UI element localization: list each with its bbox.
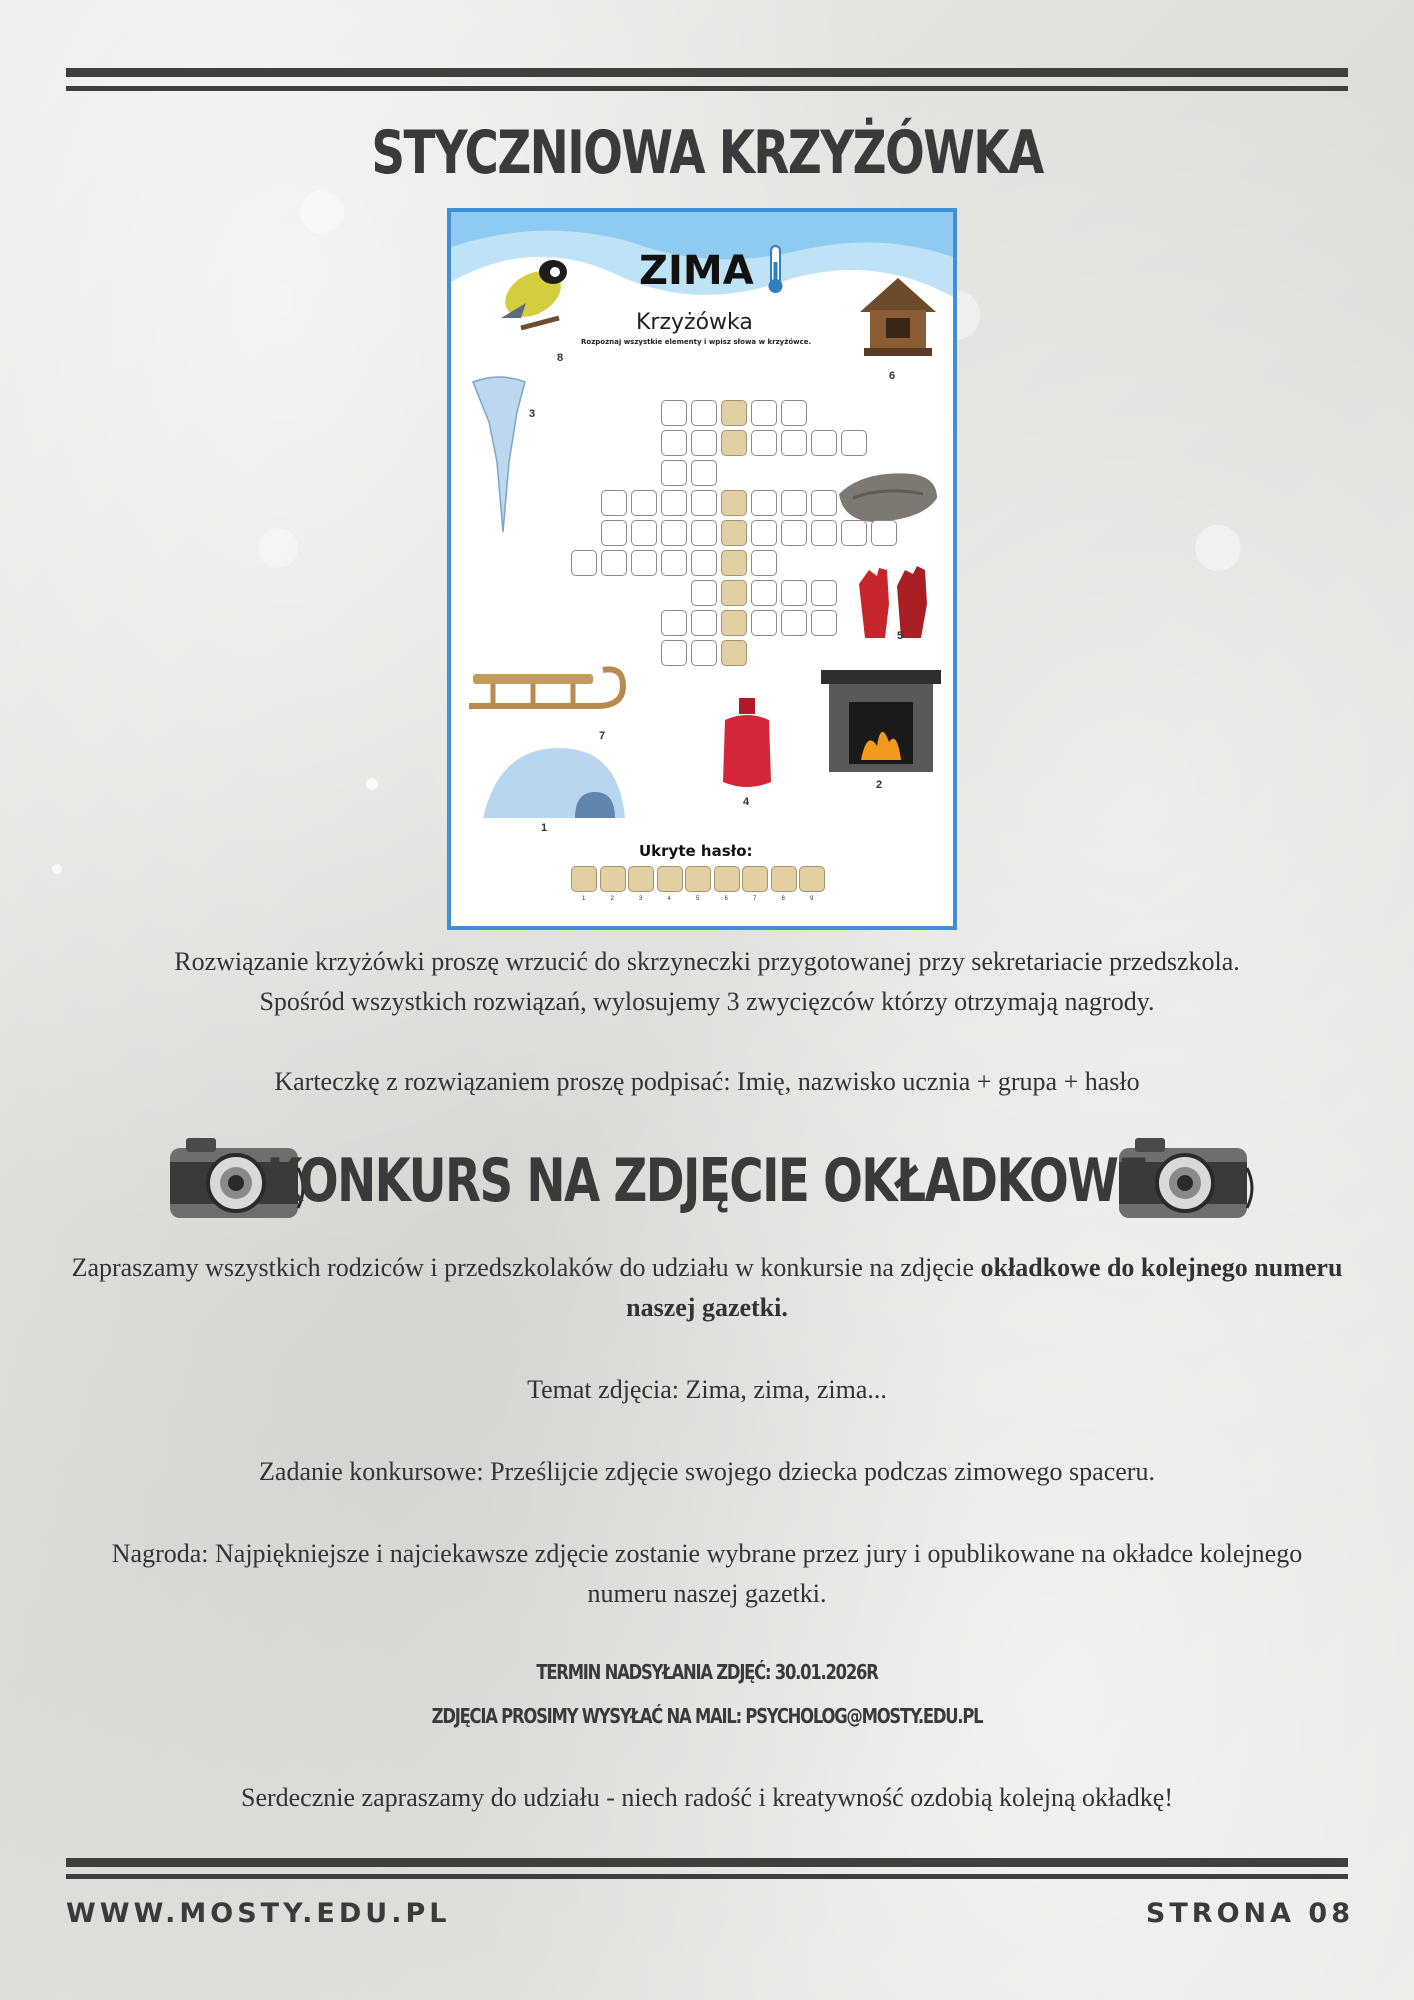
footer-page-number: STRONA 08 — [1145, 1898, 1354, 1929]
crossword-cell[interactable] — [691, 430, 717, 456]
crossword-cell-highlighted[interactable] — [721, 610, 747, 636]
photo-contest-intro-bold: okładkowe do kolejnego numeru naszej gazetki. — [626, 1253, 1343, 1322]
crossword-cell[interactable] — [781, 580, 807, 606]
hidden-password-number: 9 — [810, 896, 814, 902]
crossword-cell[interactable] — [661, 550, 687, 576]
bottom-rule-thick — [66, 1858, 1348, 1867]
picture-number: 7 — [599, 730, 606, 742]
bottom-rule-thin — [66, 1874, 1348, 1879]
photo-contest-title: KONKURS NA ZDJĘCIE OKŁADKOWE — [266, 1146, 1148, 1216]
top-rule-thin — [66, 86, 1348, 91]
crossword-cell[interactable] — [661, 640, 687, 666]
crossword-cell[interactable] — [691, 520, 717, 546]
crossword-cell[interactable] — [691, 550, 717, 576]
snowflake — [258, 528, 298, 568]
crossword-cell[interactable] — [571, 550, 597, 576]
crossword-cell[interactable] — [691, 490, 717, 516]
hidden-password-cell[interactable] — [771, 866, 797, 892]
snowflake — [300, 190, 344, 234]
snowflake — [52, 864, 62, 874]
crossword-cell[interactable] — [811, 520, 837, 546]
closing-invitation: Serdecznie zapraszamy do udziału - niech radość i kreatywność ozdobią kolejną okładkę! — [240, 1783, 1173, 1812]
submission-deadline: TERMIN NADSYŁANIA ZDJĘĆ: 30.01.2026R — [536, 1660, 878, 1684]
photo-task: Zadanie konkursowe: Prześlijcie zdjęcie swojego dziecka podczas zimowego spaceru. — [259, 1457, 1155, 1486]
hidden-password-number: 1 — [582, 896, 586, 902]
crossword-cell[interactable] — [661, 610, 687, 636]
crossword-cell[interactable] — [841, 430, 867, 456]
crossword-cell-highlighted[interactable] — [721, 580, 747, 606]
hidden-password-cell[interactable] — [657, 866, 683, 892]
hidden-password-cell[interactable] — [714, 866, 740, 892]
crossword-cell[interactable] — [661, 490, 687, 516]
picture-number: 3 — [529, 408, 536, 420]
crossword-cell-highlighted[interactable] — [721, 430, 747, 456]
crossword-cell[interactable] — [751, 580, 777, 606]
crossword-cell[interactable] — [781, 400, 807, 426]
hot-water-bottle-picture — [717, 696, 777, 796]
submission-email: ZDJĘCIA PROSIMY WYSYŁAĆ NA MAIL: PSYCHOLOG@MOSTY.EDU.PL — [431, 1704, 983, 1728]
gloves-picture — [849, 564, 939, 644]
snowflake — [1195, 525, 1241, 571]
hidden-password-number: 7 — [753, 896, 757, 902]
crossword-cell[interactable] — [691, 460, 717, 486]
crossword-cell-highlighted[interactable] — [721, 490, 747, 516]
crossword-cell[interactable] — [781, 430, 807, 456]
crossword-cell-highlighted[interactable] — [721, 640, 747, 666]
crossword-cell[interactable] — [751, 610, 777, 636]
hidden-password-label: Ukryte hasło: — [639, 842, 753, 860]
photo-contest-intro — [60, 1248, 1354, 1328]
picture-number: 4 — [743, 796, 750, 808]
igloo-picture — [479, 742, 629, 822]
hidden-password-cell[interactable] — [600, 866, 626, 892]
crossword-cell[interactable] — [691, 610, 717, 636]
crossword-cell[interactable] — [751, 520, 777, 546]
crossword-cell[interactable] — [691, 580, 717, 606]
crossword-cell[interactable] — [811, 430, 837, 456]
hidden-password-number: 5 — [696, 896, 700, 902]
bird-picture — [481, 248, 581, 338]
photo-prize: Nagroda: Najpiękniejsze i najciekawsze zdjęcie zostanie wybrane przez jury i opublikowane na okładce kolejnego numeru naszej gazetki. — [111, 1539, 1303, 1608]
crossword-cell[interactable] — [751, 550, 777, 576]
crossword-cell[interactable] — [691, 400, 717, 426]
picture-number: 2 — [876, 779, 883, 791]
fireplace-picture — [821, 670, 941, 774]
poster-title: ZIMA — [639, 248, 754, 294]
poster-subtitle: Krzyżówka — [636, 310, 753, 335]
crossword-cell[interactable] — [661, 520, 687, 546]
crossword-cell[interactable] — [811, 490, 837, 516]
crossword-title: STYCZNIOWA KRZYŻÓWKA — [371, 118, 1043, 188]
top-rule-thick — [66, 68, 1348, 77]
photo-contest-intro-plain: Zapraszamy wszystkich rodziców i przedszkolaków do udziału w konkursie na zdjęcie — [71, 1253, 981, 1282]
crossword-cell[interactable] — [601, 520, 627, 546]
crossword-cell[interactable] — [631, 550, 657, 576]
crossword-signing-note: Karteczkę z rozwiązaniem proszę podpisać: Imię, nazwisko ucznia + grupa + hasło — [274, 1067, 1140, 1096]
crossword-cell[interactable] — [781, 610, 807, 636]
crossword-cell[interactable] — [751, 490, 777, 516]
thermometer-icon — [761, 242, 791, 298]
picture-number: 6 — [889, 370, 896, 382]
snowflake — [366, 778, 378, 790]
crossword-cell[interactable] — [691, 640, 717, 666]
hidden-password-number: 3 — [639, 896, 643, 902]
crossword-cell[interactable] — [601, 550, 627, 576]
crossword-cell-highlighted[interactable] — [721, 550, 747, 576]
crossword-cell[interactable] — [781, 490, 807, 516]
hidden-password-number: 8 — [781, 896, 785, 902]
birdhouse-picture — [856, 274, 940, 364]
crossword-instructions-line1: Rozwiązanie krzyżówki proszę wrzucić do skrzyneczki przygotowanej przy sekretariacie przedszkola. — [174, 947, 1240, 976]
crossword-cell[interactable] — [661, 460, 687, 486]
crossword-cell[interactable] — [751, 430, 777, 456]
crossword-cell-highlighted[interactable] — [721, 400, 747, 426]
sled-picture — [463, 660, 633, 730]
hidden-password-number: 4 — [667, 896, 671, 902]
crossword-poster — [447, 208, 957, 930]
crossword-cell-highlighted[interactable] — [721, 520, 747, 546]
crossword-cell[interactable] — [661, 400, 687, 426]
hidden-password-cell[interactable] — [571, 866, 597, 892]
hidden-password-number: 2 — [610, 896, 614, 902]
crossword-cell[interactable] — [631, 520, 657, 546]
picture-number: 8 — [557, 352, 564, 364]
picture-number: 1 — [541, 822, 548, 834]
crossword-cell[interactable] — [811, 580, 837, 606]
crossword-cell[interactable] — [601, 490, 627, 516]
crossword-cell[interactable] — [751, 400, 777, 426]
crossword-cell[interactable] — [871, 520, 897, 546]
picture-number: 5 — [897, 630, 904, 642]
crossword-instructions-line2: Spośród wszystkich rozwiązań, wylosujemy 3 zwycięzców którzy otrzymają nagrody. — [259, 987, 1155, 1016]
hidden-password-cell[interactable] — [685, 866, 711, 892]
crossword-cell[interactable] — [811, 610, 837, 636]
hidden-password-cell[interactable] — [742, 866, 768, 892]
crossword-cell[interactable] — [841, 520, 867, 546]
footer-website: WWW.MOSTY.EDU.PL — [66, 1898, 451, 1929]
hidden-password-number: 6 — [724, 896, 728, 902]
crossword-cell[interactable] — [661, 430, 687, 456]
icicle-picture — [469, 372, 529, 542]
hidden-password-cell[interactable] — [799, 866, 825, 892]
poster-instruction: Rozpoznaj wszystkie elementy i wpisz słowa w krzyżówce. — [581, 338, 812, 346]
photo-topic: Temat zdjęcia: Zima, zima, zima... — [527, 1375, 887, 1404]
crossword-cell[interactable] — [781, 520, 807, 546]
hidden-password-cell[interactable] — [628, 866, 654, 892]
crossword-cell[interactable] — [631, 490, 657, 516]
